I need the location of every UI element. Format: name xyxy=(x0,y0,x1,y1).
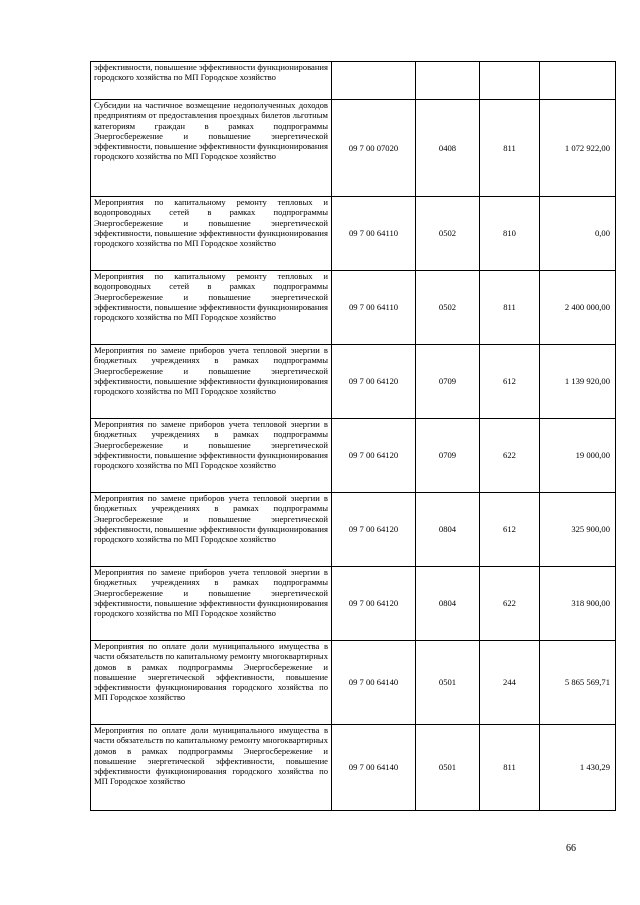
table-row xyxy=(91,197,616,271)
row-amount: 1 430,29 xyxy=(540,725,616,811)
table-row xyxy=(91,641,616,725)
row-section-code: 0502 xyxy=(416,197,480,271)
row-section-code: 0804 xyxy=(416,493,480,567)
row-section-code: 0709 xyxy=(416,345,480,419)
row-target-code: 09 7 00 64140 xyxy=(332,641,416,725)
row-expense-type: 244 xyxy=(480,641,540,725)
table-row xyxy=(91,567,616,641)
row-description: Мероприятия по оплате доли муниципального имущества в части обязательств по капитальному ремонту многоквартирных домов в рамках подпрограммы Энергосбережение и повышение энергетической эффективности, повышение эффективности функционирования городского хозяйства по МП Городское хозяйство xyxy=(91,641,332,725)
row-section-code: 0501 xyxy=(416,725,480,811)
row-description: Мероприятия по капитальному ремонту тепловых и водопроводных сетей в рамках подпрограммы Энергосбережение и повышение энергетической эффективности, повышение эффективности функционирования городского хозяйства по МП Городское хозяйство xyxy=(91,197,332,271)
table-row xyxy=(91,100,616,197)
row-amount: 1 139 920,00 xyxy=(540,345,616,419)
row-target-code: 09 7 00 07020 xyxy=(332,100,416,197)
row-amount xyxy=(540,62,616,100)
row-section-code: 0709 xyxy=(416,419,480,493)
row-description: Мероприятия по замене приборов учета тепловой энергии в бюджетных учреждениях в рамках подпрограммы Энергосбережение и повышение энергетической эффективности, повышение эффективности функционирования городского хозяйства по МП Городское хозяйство xyxy=(91,567,332,641)
row-expense-type: 622 xyxy=(480,567,540,641)
table-row xyxy=(91,62,616,100)
row-expense-type: 811 xyxy=(480,271,540,345)
row-description: Мероприятия по оплате доли муниципального имущества в части обязательств по капитальному ремонту многоквартирных домов в рамках подпрограммы Энергосбережение и повышение энергетической эффективности, повышение эффективности функционирования городского хозяйства по МП Городское хозяйство xyxy=(91,725,332,811)
row-amount: 0,00 xyxy=(540,197,616,271)
row-target-code: 09 7 00 64110 xyxy=(332,197,416,271)
row-description: Мероприятия по замене приборов учета тепловой энергии в бюджетных учреждениях в рамках подпрограммы Энергосбережение и повышение энергетической эффективности, повышение эффективности функционирования городского хозяйства по МП Городское хозяйство xyxy=(91,345,332,419)
row-target-code: 09 7 00 64120 xyxy=(332,345,416,419)
row-target-code: 09 7 00 64110 xyxy=(332,271,416,345)
row-description: эффективности, повышение эффективности функционирования городского хозяйства по МП Городское хозяйство xyxy=(91,62,332,100)
row-expense-type: 612 xyxy=(480,493,540,567)
row-description: Мероприятия по замене приборов учета тепловой энергии в бюджетных учреждениях в рамках подпрограммы Энергосбережение и повышение энергетической эффективности, повышение эффективности функционирования городского хозяйства по МП Городское хозяйство xyxy=(91,419,332,493)
row-amount: 325 900,00 xyxy=(540,493,616,567)
row-target-code: 09 7 00 64120 xyxy=(332,493,416,567)
row-description: Мероприятия по капитальному ремонту тепловых и водопроводных сетей в рамках подпрограммы Энергосбережение и повышение энергетической эффективности, повышение эффективности функционирования городского хозяйства по МП Городское хозяйство xyxy=(91,271,332,345)
table-body xyxy=(91,62,616,811)
row-section-code: 0501 xyxy=(416,641,480,725)
row-expense-type: 810 xyxy=(480,197,540,271)
table-row xyxy=(91,419,616,493)
row-expense-type xyxy=(480,62,540,100)
row-expense-type: 612 xyxy=(480,345,540,419)
row-target-code: 09 7 00 64120 xyxy=(332,567,416,641)
row-amount: 19 000,00 xyxy=(540,419,616,493)
page-number: 66 xyxy=(566,843,576,854)
row-target-code xyxy=(332,62,416,100)
row-target-code: 09 7 00 64140 xyxy=(332,725,416,811)
row-expense-type: 811 xyxy=(480,100,540,197)
row-amount: 1 072 922,00 xyxy=(540,100,616,197)
table-row xyxy=(91,271,616,345)
row-expense-type: 622 xyxy=(480,419,540,493)
row-amount: 2 400 000,00 xyxy=(540,271,616,345)
row-section-code xyxy=(416,62,480,100)
row-amount: 318 900,00 xyxy=(540,567,616,641)
row-description: Субсидии на частичное возмещение недополученных доходов предприятиям от предоставления проездных билетов льготным категориям граждан в рамках подпрограммы Энергосбережение и повышение энергетической эффективности, повышение эффективности функционирования городского хозяйства по МП Городское хозяйство xyxy=(91,100,332,197)
budget-table xyxy=(90,61,616,811)
table-row xyxy=(91,725,616,811)
row-section-code: 0804 xyxy=(416,567,480,641)
row-section-code: 0502 xyxy=(416,271,480,345)
table-row xyxy=(91,493,616,567)
table-row xyxy=(91,345,616,419)
row-section-code: 0408 xyxy=(416,100,480,197)
row-expense-type: 811 xyxy=(480,725,540,811)
row-target-code: 09 7 00 64120 xyxy=(332,419,416,493)
row-description: Мероприятия по замене приборов учета тепловой энергии в бюджетных учреждениях в рамках подпрограммы Энергосбережение и повышение энергетической эффективности, повышение эффективности функционирования городского хозяйства по МП Городское хозяйство xyxy=(91,493,332,567)
row-amount: 5 865 569,71 xyxy=(540,641,616,725)
